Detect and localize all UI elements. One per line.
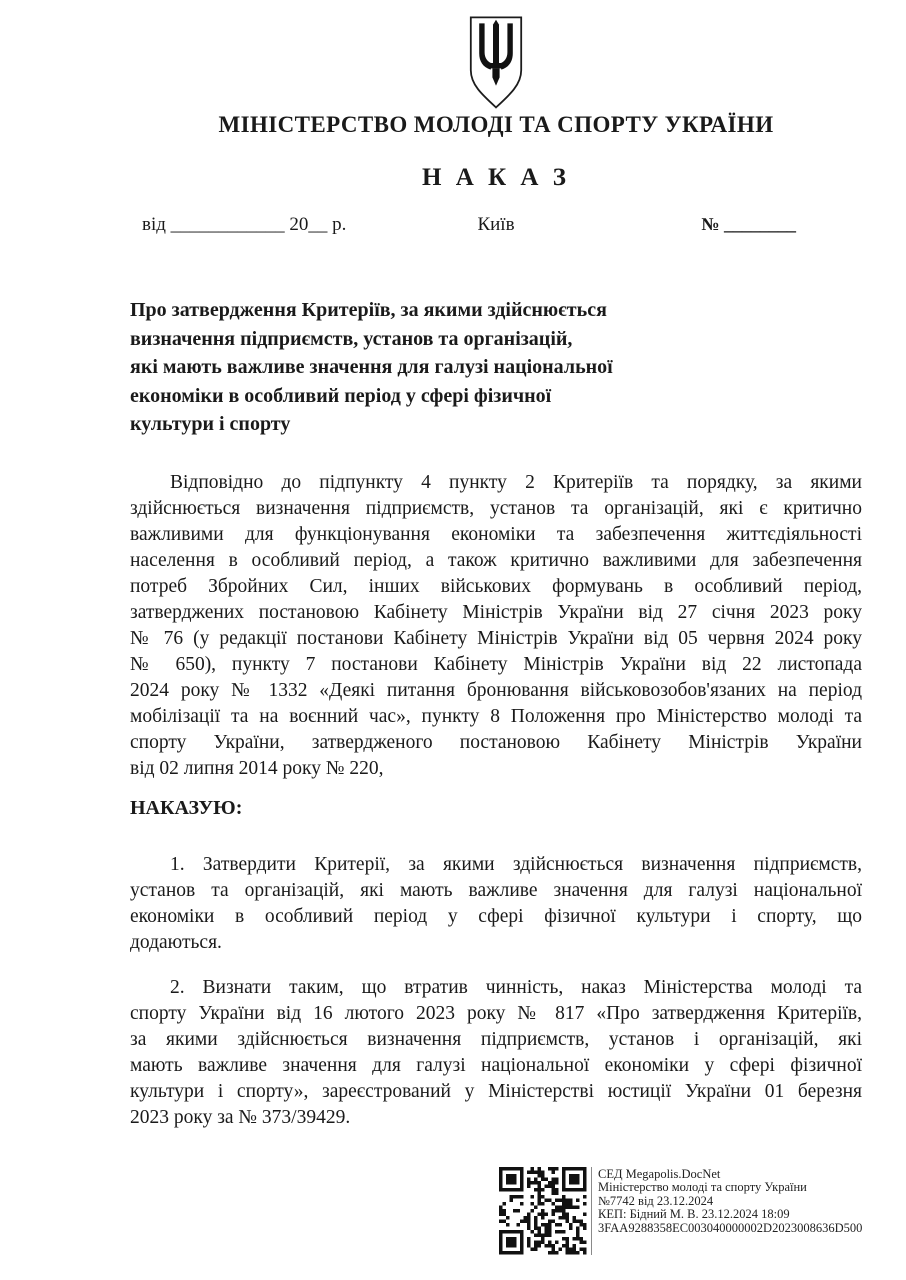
text-line: установ та організацій, які мають важливе значення для галузі національної <box>130 880 862 901</box>
text-line: мобілізації та на воєнний час», пункту 8 Положення про Міністерство молоді та <box>130 706 862 727</box>
text-line: 2. Визнати таким, що втратив чинність, наказ Міністерства молоді та <box>170 977 862 998</box>
ministry-title: МІНІСТЕРСТВО МОЛОДІ ТА СПОРТУ УКРАЇНИ <box>218 112 774 137</box>
date-blank-field: від ____________ 20__ р. <box>142 214 347 235</box>
text-line: СЕД Megapolis.DocNet <box>598 1167 721 1181</box>
document-type-title: Н А К А З <box>422 164 570 191</box>
ukraine-trident-emblem-icon <box>466 14 526 112</box>
order-subject-paragraph <box>130 296 710 439</box>
text-line: додаються. <box>130 932 222 953</box>
document-content <box>130 0 862 1280</box>
city-label: Київ <box>477 214 515 235</box>
digital-signature-stamp <box>499 1167 862 1255</box>
text-line: потреб Збройних Сил, інших військових формувань в особливий період, <box>130 576 862 597</box>
text-line: культури і спорту <box>130 413 291 435</box>
text-line: №7742 від 23.12.2024 <box>598 1193 714 1208</box>
text-line: за якими здійснюється визначення підприємств, установ і організацій, які <box>130 1029 862 1050</box>
order-keyword: НАКАЗУЮ: <box>130 797 243 819</box>
text-line: 2023 року за № 373/39429. <box>130 1107 351 1128</box>
text-line: населення в особливий період, а також критично важливими для забезпечення <box>130 550 862 571</box>
text-line: які мають важливе значення для галузі національної <box>130 356 613 378</box>
text-line: № 650), пункту 7 постанови Кабінету Міністрів України від 22 листопада <box>130 654 862 675</box>
text-line: 1. Затвердити Критерії, за якими здійснюється визначення підприємств, <box>170 854 862 875</box>
text-line: затверджених постановою Кабінету Міністрів України від 27 січня 2023 року <box>130 602 862 623</box>
text-line: Відповідно до підпункту 4 пункту 2 Критеріїв та порядку, за якими <box>170 472 862 493</box>
text-line: Міністерство молоді та спорту України <box>598 1180 807 1195</box>
date-number-line <box>130 214 862 240</box>
qr-code <box>499 1167 587 1255</box>
text-line: спорту України, затвердженого постановою Кабінету Міністрів України <box>130 732 862 753</box>
text-line: важливими для функціонування економіки та забезпечення життєдіяльності <box>130 524 862 545</box>
text-line: КЕП: Бідний М. В. 23.12.2024 18:09 <box>598 1207 790 1222</box>
text-line: 2024 року № 1332 «Деякі питання бронювання військовозобов'язаних на період <box>130 680 862 701</box>
preamble-paragraph <box>130 470 862 782</box>
text-line: спорту України від 16 лютого 2023 року № 817 «Про затвердження Критеріїв, <box>130 1003 862 1024</box>
text-line: Про затвердження Критеріїв, за якими здійснюється <box>130 299 607 321</box>
signature-stamp-text <box>592 1167 862 1235</box>
order-item-2 <box>130 975 862 1131</box>
order-item-1 <box>130 852 862 956</box>
text-line: економіки в особливий період у сфері фізичної <box>130 384 552 407</box>
text-line: № 76 (у редакції постанови Кабінету Міністрів України від 05 червня 2024 року <box>130 628 862 649</box>
text-line: культури і спорту», зареєстрований у Міністерстві юстиції України 01 березня <box>130 1081 862 1102</box>
text-line: мають важливе значення для галузі національної економіки у сфері фізичної <box>130 1055 862 1076</box>
text-line: здійснюється визначення підприємств, установ та організацій, які є критично <box>130 498 862 519</box>
text-line: 3FAA9288358EC003040000002D2023008636D500 <box>598 1220 863 1235</box>
text-line: економіки в особливий період у сфері фізичної культури і спорту, що <box>130 906 862 927</box>
text-line: від 02 липня 2014 року № 220, <box>130 758 384 779</box>
order-number-blank-field: № ________ <box>701 214 796 234</box>
text-line: визначення підприємств, установ та організацій, <box>130 327 573 350</box>
